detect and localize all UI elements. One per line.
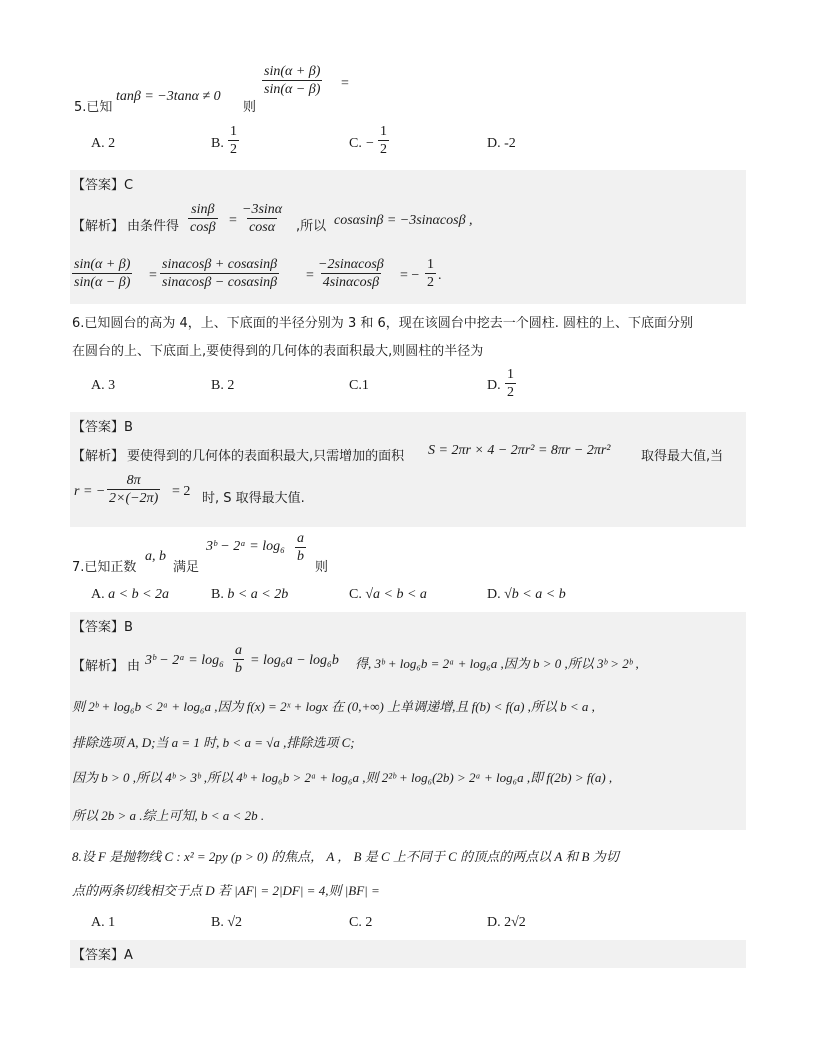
q7-line2: 则 2ᵇ + log₆b < 2ᵃ + log₆a ,因为 f(x) = 2ˣ + logx 在 (0,+∞) 上单调递增,且 f(b) < f(a) ,所以 b < a , — [72, 699, 595, 714]
q5-number: 5.已知 — [74, 100, 113, 115]
q5-analysis-tail: cosαsinβ = −3sinαcosβ , — [334, 213, 473, 228]
q7-line1-c: 得, 3ᵇ + log₆b = 2ᵃ + log₆a ,因为 b > 0 ,所以 3ᵇ > 2ᵇ , — [355, 656, 639, 671]
q6-analysis-text: 要使得到的几何体的表面积最大,只需增加的面积 — [127, 449, 405, 464]
q6-line1: 6.已知圆台的高为 4，上、下底面的半径分别为 3 和 6，现在该圆台中挖去一个圆柱. 圆柱的上、下底面分别 — [72, 316, 694, 331]
q7-option-b: B. b < a < 2b — [211, 587, 289, 602]
q5-option-c-fraction: $\frac{1}{2}$ — [380, 124, 387, 157]
q5-analysis-mid: ,所以 — [296, 219, 327, 234]
q5-eq: = — [229, 213, 237, 228]
q8-line1: 8.设 F 是抛物线 C : x² = 2py (p > 0) 的焦点， A ， B 是 C 上不同于 C 的顶点的两点以 A 和 B 为切 — [72, 849, 619, 864]
q5-answer: 【答案】C — [72, 178, 134, 193]
q5-expr-numerator: sin(α + β) — [264, 64, 321, 79]
q7-line1-pre: 由 — [127, 659, 141, 674]
q7-equation-fraction: $\frac{a}{b}$ — [297, 531, 304, 564]
q6-r-text: 时, S 取得最大值. — [202, 491, 305, 506]
q7-line1-a: 3ᵇ − 2ᵃ = log₆ — [145, 653, 224, 668]
q5-option-d: D. -2 — [487, 136, 516, 151]
q5-line2-eq2: = — [306, 268, 314, 283]
q5-line2-eq1: = — [149, 268, 157, 283]
q7-number: 7.已知正数 — [72, 560, 137, 575]
q8-solution-box — [70, 940, 746, 968]
q7-equation: 3ᵇ − 2ᵃ = log₆ — [206, 539, 285, 554]
q5-option-c-letter: C. — [349, 136, 362, 151]
q5-then: 则 — [243, 100, 257, 115]
q6-option-c: C.1 — [349, 378, 369, 393]
q7-vars: a, b — [145, 549, 166, 564]
q5-line2-end: . — [438, 268, 442, 283]
q5-analysis-label: 【解析】 — [72, 219, 125, 234]
q6-option-d-letter: D. — [487, 378, 501, 393]
q7-analysis-label: 【解析】 — [72, 659, 125, 674]
q5-line2-f2: $\frac{\sin\alpha\cos\beta + \cos\alpha\sin\beta}{\sin\alpha\cos\beta - \cos\alpha\sin\beta}$ — [162, 257, 278, 290]
q5-option-a: A. 2 — [91, 136, 116, 151]
q8-option-d: D. 2√2 — [487, 915, 526, 930]
q7-line1-b: = log₆a − log₆b — [250, 653, 339, 668]
q7-answer: 【答案】B — [72, 620, 133, 635]
q6-answer: 【答案】B — [72, 420, 133, 435]
q7-line5: 所以 2b > a .综上可知, b < a < 2b . — [72, 808, 265, 823]
q7-option-a: A. a < b < 2a — [91, 587, 170, 602]
q7-line1-fraction: $\frac{a}{b}$ — [235, 643, 242, 676]
q7-satisfy: 满足 — [173, 560, 200, 575]
q6-analysis-formula: S = 2πr × 4 − 2πr² = 8πr − 2πr² — [428, 443, 611, 458]
q6-r-fraction: $\frac{8\pi}{2\times(-2\pi)}$ — [109, 473, 159, 506]
q6-solution-box — [70, 412, 746, 527]
q5-equals: = — [341, 76, 349, 91]
q5-frac-tan: $\frac{\sin\beta}{\cos\beta}$ — [190, 202, 216, 235]
q8-option-c: C. 2 — [349, 915, 373, 930]
q5-line2-f3: $\frac{-2\sin\alpha\cos\beta}{4\sin\alpha\cos\beta}$ — [318, 257, 384, 290]
q5-line2-f1: $\frac{\sin(\alpha + \beta)}{\sin(\alpha - \beta)}$ — [74, 257, 131, 290]
q6-analysis-label: 【解析】 — [72, 449, 125, 464]
q7-then: 则 — [315, 560, 329, 575]
q5-condition: tanβ = −3tanα ≠ 0 — [116, 89, 221, 104]
q5-expression — [262, 64, 322, 98]
q5-option-b-fraction: $\frac{1}{2}$ — [230, 124, 237, 157]
q6-r-post: = 2 — [172, 484, 191, 499]
q8-answer: 【答案】A — [72, 948, 133, 963]
q7-option-d: D. √b < a < b — [487, 587, 566, 602]
q7-line4: 因为 b > 0 ,所以 4ᵇ > 3ᵇ ,所以 4ᵇ + log₆b > 2ᵃ + log₆a ,则 2²ᵇ + log₆(2b) > 2ᵃ + log₆a ,即 f(2b) > f(a) , — [72, 770, 613, 785]
q6-option-d-fraction: $\frac{1}{2}$ — [507, 367, 514, 400]
q6-option-a: A. 3 — [91, 378, 116, 393]
q6-analysis-tail: 取得最大值,当 — [641, 449, 724, 464]
q7-line3: 排除选项 A, D;当 a = 1 时, b < a = √a ,排除选项 C; — [72, 735, 355, 750]
q7-solution-box — [70, 612, 746, 830]
q8-option-b: B. √2 — [211, 915, 243, 930]
q7-option-c: C. √a < b < a — [349, 587, 427, 602]
q6-option-b: B. 2 — [211, 378, 235, 393]
q6-r-pre: r = − — [74, 484, 106, 499]
q8-line2: 点的两条切线相交于点 D 若 |AF| = 2|DF| = 4,则 |BF| = — [72, 883, 380, 898]
q8-option-a: A. 1 — [91, 915, 116, 930]
q5-option-c-sign: − — [366, 136, 374, 151]
q6-line2: 在圆台的上、下底面上,要使得到的几何体的表面积最大,则圆柱的半径为 — [72, 344, 484, 359]
q5-line2-f4: $\frac{1}{2}$ — [427, 257, 434, 290]
q5-expr-denominator: sin(α − β) — [264, 82, 321, 97]
q5-line2-sign: = − — [400, 268, 420, 283]
q5-frac-ratio: $\frac{-3\sin\alpha}{\cos\alpha}$ — [242, 202, 283, 235]
q5-option-b-letter: B. — [211, 136, 224, 151]
q5-analysis-pre: 由条件得 — [127, 219, 180, 234]
